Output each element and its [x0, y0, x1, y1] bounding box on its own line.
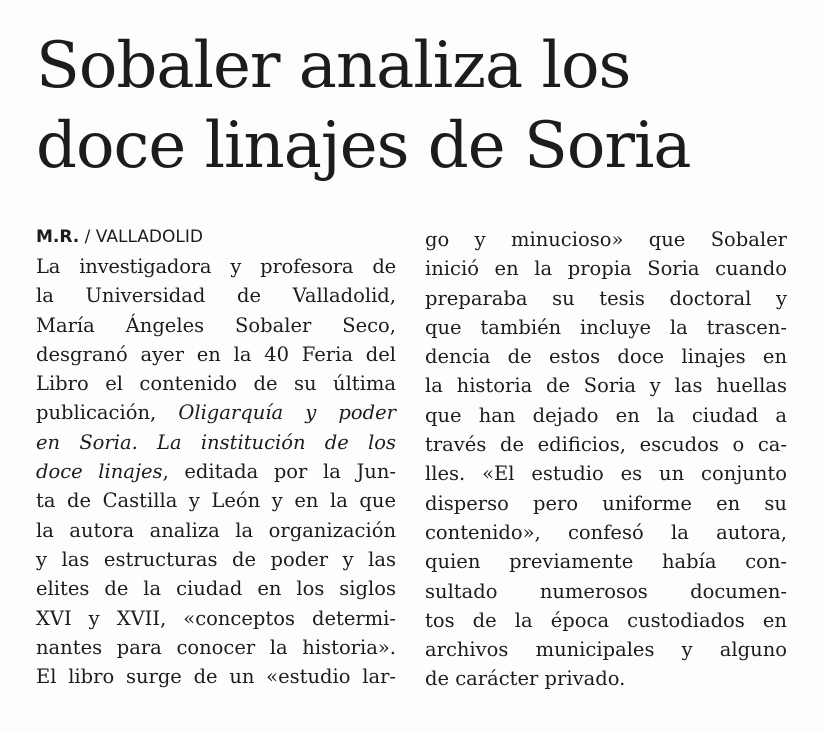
body-line: través de edificios, escudos o ca-	[425, 433, 787, 457]
body-line: Libro el contenido de su última	[36, 372, 396, 396]
book-title-italic: Oligarquía y poder	[178, 401, 396, 425]
body-line: de carácter privado.	[425, 667, 626, 691]
body-line: quien previamente había con-	[425, 550, 787, 574]
article-column-right	[425, 225, 787, 694]
byline-separator: /	[79, 227, 96, 247]
body-text: publicación,	[36, 401, 179, 425]
body-line: la historia de Soria y las huellas	[425, 374, 787, 398]
byline	[36, 226, 203, 248]
body-line: lles. «El estudio es un conjunto	[425, 462, 787, 486]
body-line: contenido», confesó la autora,	[425, 520, 787, 544]
body-line: ta de Castilla y León y en la que	[36, 489, 396, 513]
byline-location: VALLADOLID	[95, 227, 203, 247]
headline-line-1: Sobaler analiza los	[36, 29, 631, 103]
body-line: la Universidad de Valladolid,	[36, 284, 396, 308]
book-title-italic: doce linajes	[36, 460, 163, 484]
body-line: la autora analiza la organización	[36, 518, 396, 542]
body-line	[36, 398, 396, 427]
body-line: sultado numerosos documen-	[425, 579, 787, 603]
headline-line-2: doce linajes de Soria	[36, 109, 691, 183]
body-line: archivos municipales y alguno	[425, 638, 787, 662]
body-line: dencia de estos doce linajes en	[425, 345, 787, 369]
body-line: inició en la propia Soria cuando	[425, 257, 787, 281]
body-line: que también incluye la trascen-	[425, 315, 787, 339]
body-line: María Ángeles Sobaler Seco,	[36, 313, 396, 337]
body-line: XVI y XVII, «conceptos determi-	[36, 606, 396, 630]
body-line: elites de la ciudad en los siglos	[36, 577, 396, 601]
article-column-left	[36, 252, 396, 691]
body-line: desgranó ayer en la 40 Feria del	[36, 342, 396, 366]
body-line	[36, 428, 396, 457]
article-headline	[36, 26, 806, 186]
body-line: go y minucioso» que Sobaler	[425, 228, 787, 251]
body-line: nantes para conocer la historia».	[36, 635, 396, 659]
body-line: El libro surge de un «estudio lar-	[36, 665, 396, 689]
body-line: disperso pero uniforme en su	[425, 491, 787, 515]
book-title-italic: en Soria. La institución de los	[36, 430, 396, 454]
body-line: que han dejado en la ciudad a	[425, 403, 787, 427]
byline-author: M.R.	[36, 227, 80, 247]
body-line: preparaba su tesis doctoral y	[425, 286, 787, 310]
body-line: tos de la época custodiados en	[425, 608, 787, 632]
body-text: , editada por la Jun-	[162, 460, 396, 484]
body-line	[36, 457, 396, 486]
body-line: y las estructuras de poder y las	[36, 547, 396, 571]
body-line: La investigadora y profesora de	[36, 255, 396, 278]
